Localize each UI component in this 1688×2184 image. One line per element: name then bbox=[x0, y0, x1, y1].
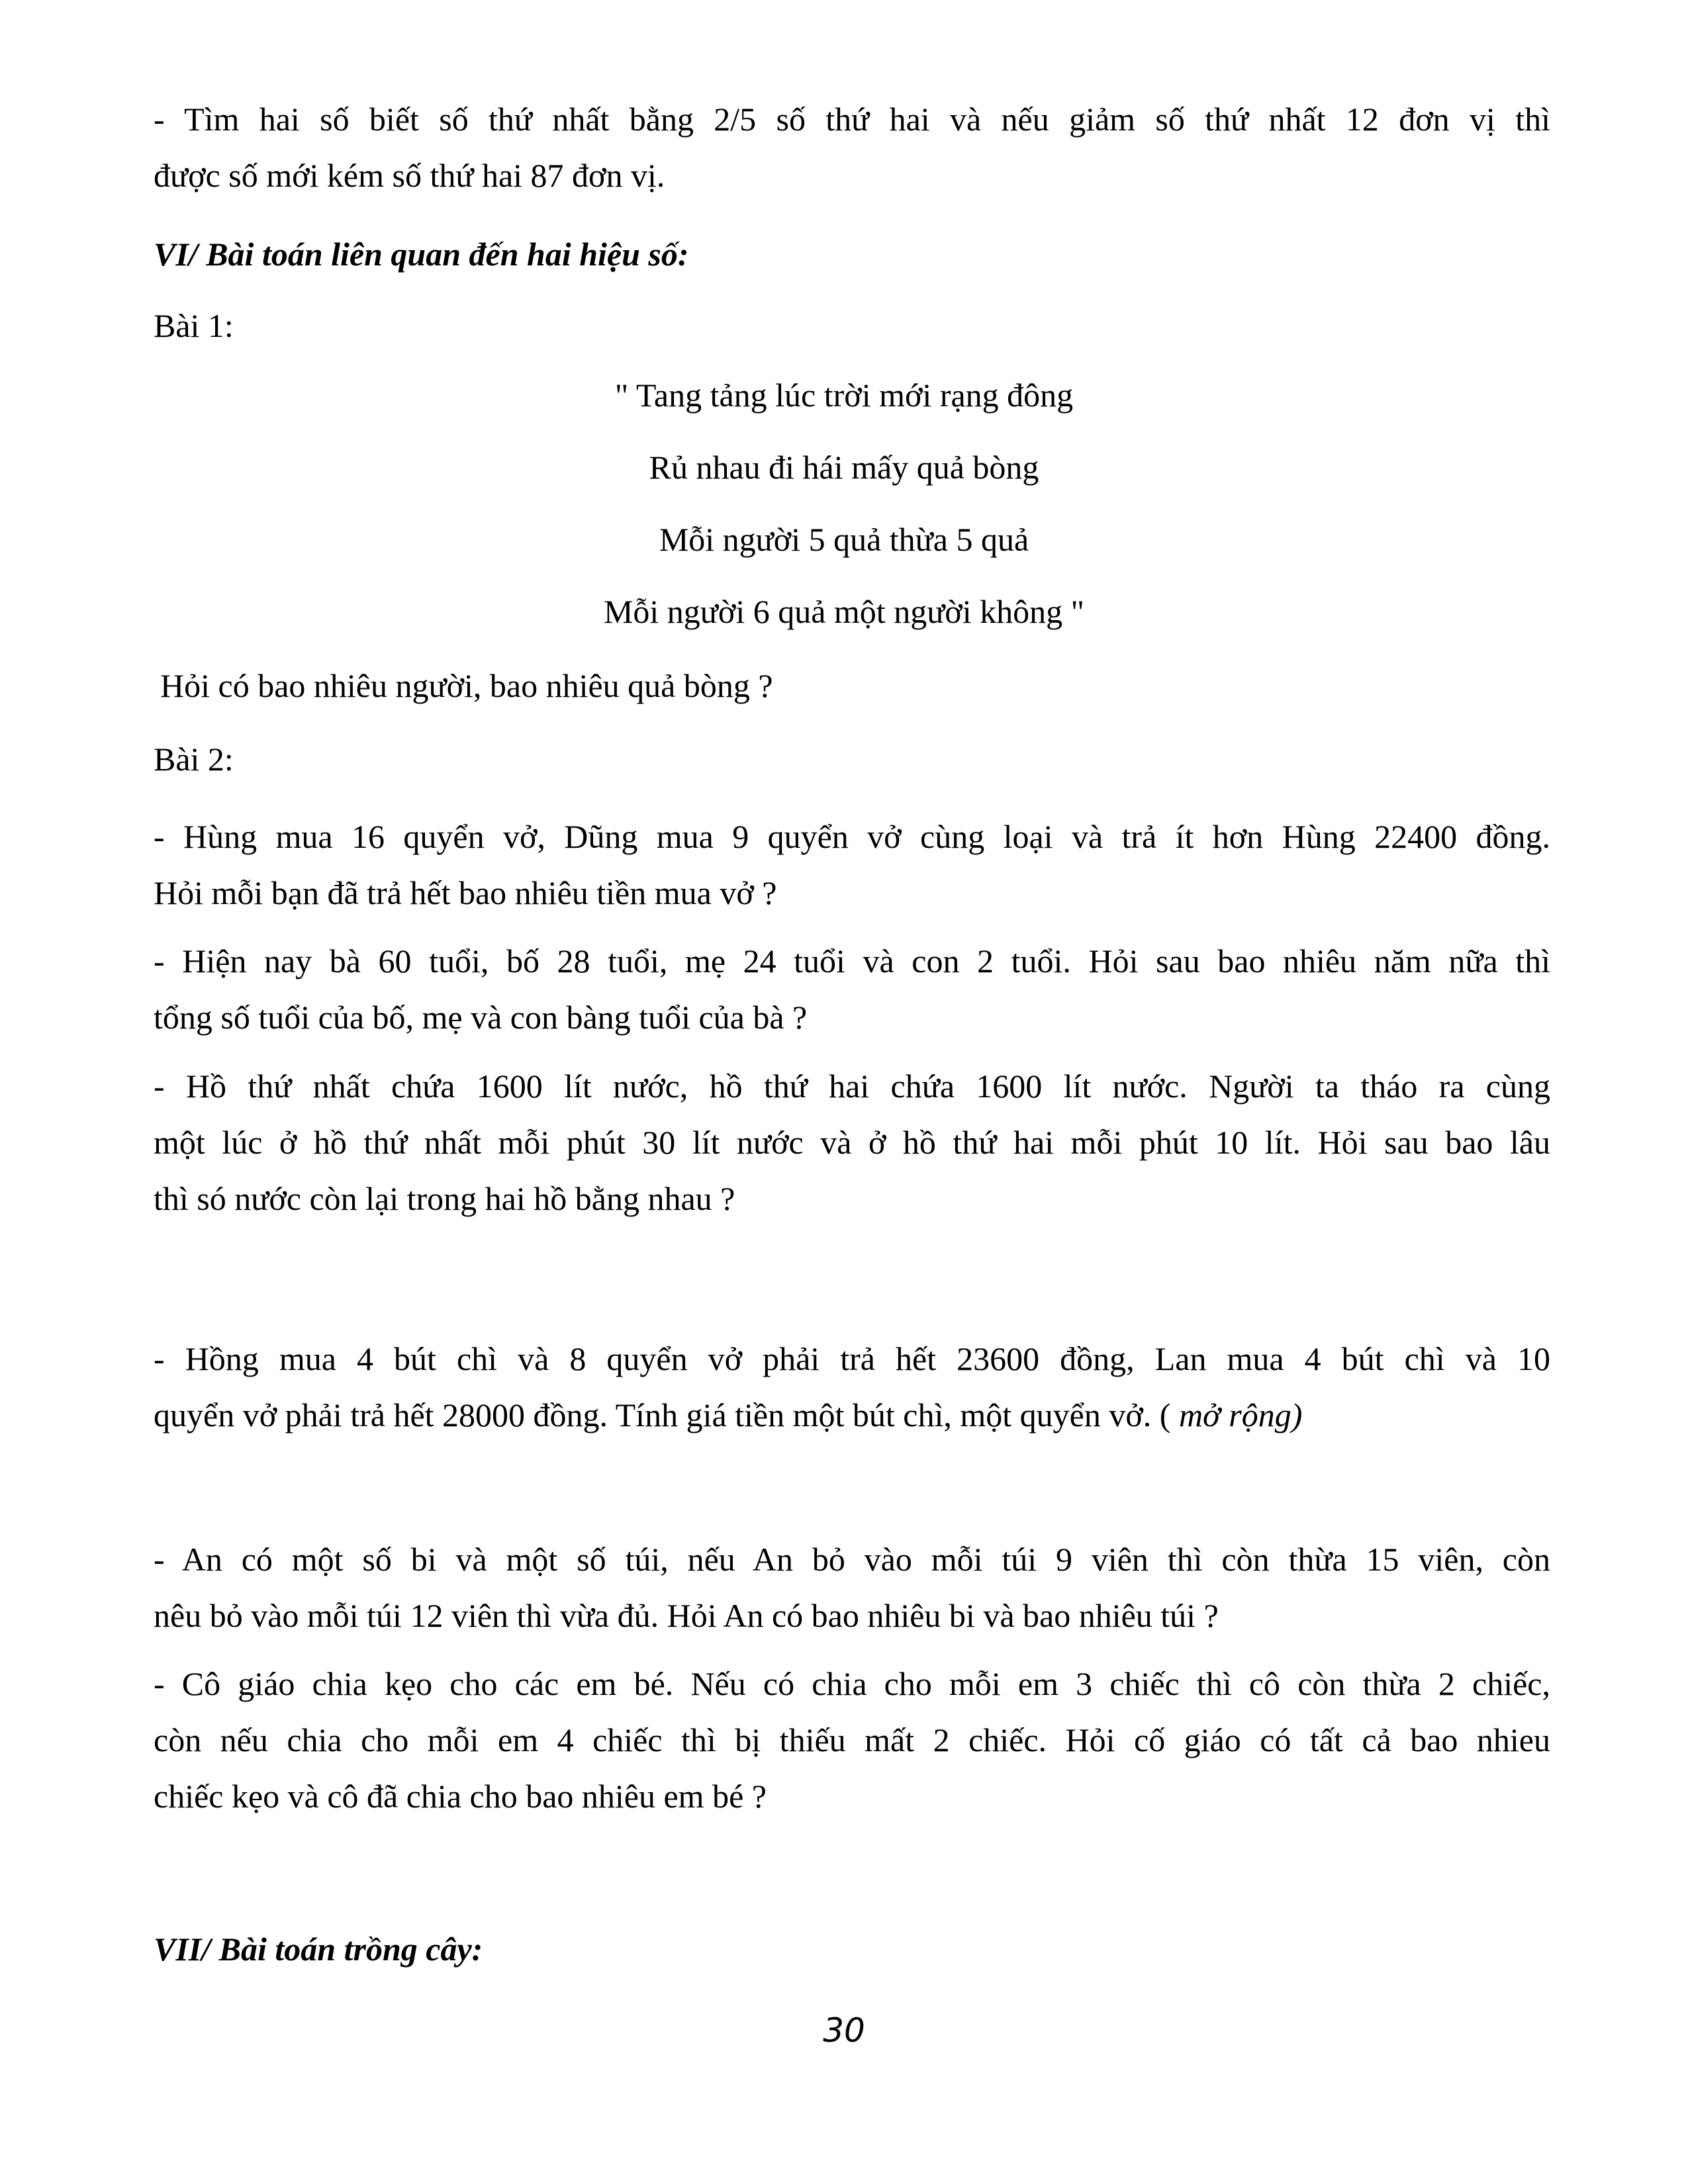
problem-line: một lúc ở hồ thứ nhất mỗi phút 30 lít nước và ở hồ thứ hai mỗi phút 10 lít. Hỏi sau bao lâu bbox=[154, 1124, 1550, 1161]
poem-line: " Tang tảng lúc trời mới rạng đông bbox=[614, 377, 1074, 414]
bai2-problem-notebooks bbox=[154, 809, 1550, 921]
problem-line: nêu bỏ vào mỗi túi 12 viên thì vừa đủ. Hỏi An có bao nhiêu bi và bao nhiêu túi ? bbox=[154, 1597, 1219, 1634]
extension-note-close: ) bbox=[1291, 1396, 1303, 1433]
problem-line: - Hùng mua 16 quyển vở, Dũng mua 9 quyển vở cùng loại và trả ít hơn Hùng 22400 đồng. bbox=[154, 818, 1550, 855]
section-heading-vii: VII/ Bài toán trồng cây: bbox=[154, 1931, 483, 1968]
problem-line bbox=[154, 1396, 1302, 1433]
problem-two-fifths bbox=[154, 91, 1550, 204]
problem-line: tổng số tuổi của bố, mẹ và con bàng tuổi của bà ? bbox=[154, 999, 808, 1036]
problem-line: Hỏi mỗi bạn đã trả hết bao nhiêu tiền mua vở ? bbox=[154, 874, 777, 911]
poem-line: Rủ nhau đi hái mấy quả bòng bbox=[649, 449, 1039, 486]
problem-line: - Tìm hai số biết số thứ nhất bằng 2/5 số thứ hai và nếu giảm số thứ nhất 12 đơn vị thì bbox=[154, 101, 1550, 138]
problem-line-text: quyển vở phải trả hết 28000 đồng. Tính giá tiền một bút chì, một quyển vở. ( bbox=[154, 1396, 1171, 1433]
problem-line: chiếc kẹo và cô đã chia cho bao nhiêu em bé ? bbox=[154, 1778, 767, 1815]
bai2-problem-ages bbox=[154, 933, 1550, 1046]
problem-line: thì só nước còn lại trong hai hồ bằng nhau ? bbox=[154, 1180, 735, 1217]
poem-line: Mỗi người 5 quả thừa 5 quả bbox=[659, 521, 1029, 558]
bai2-problem-lakes bbox=[154, 1058, 1550, 1227]
problem-line: còn nếu chia cho mỗi em 4 chiếc thì bị thiếu mất 2 chiếc. Hỏi cố giáo có tất cả bao nhieu bbox=[154, 1721, 1550, 1758]
bai1-label: Bài 1: bbox=[154, 307, 234, 344]
bai2-label: Bài 2: bbox=[154, 741, 234, 778]
problem-line: - Hồ thứ nhất chứa 1600 lít nước, hồ thứ hai chứa 1600 lít nước. Người ta tháo ra cùng bbox=[154, 1068, 1550, 1105]
bai2-problem-marbles bbox=[154, 1531, 1550, 1644]
page-number: 30 bbox=[823, 2011, 865, 2050]
bai2-problem-candies bbox=[154, 1656, 1550, 1825]
problem-line: - Cô giáo chia kẹo cho các em bé. Nếu có chia cho mỗi em 3 chiếc thì cô còn thừa 2 chiếc, bbox=[154, 1665, 1550, 1702]
problem-line: - An có một số bi và một số túi, nếu An bỏ vào mỗi túi 9 viên thì còn thừa 15 viên, còn bbox=[154, 1541, 1550, 1578]
problem-line: được số mới kém số thứ hai 87 đơn vị. bbox=[154, 157, 665, 194]
bai1-question: Hỏi có bao nhiêu người, bao nhiêu quả bòng ? bbox=[160, 667, 773, 704]
bai2-problem-pencils bbox=[154, 1331, 1550, 1443]
problem-line: - Hiện nay bà 60 tuổi, bố 28 tuổi, mẹ 24 tuổi và con 2 tuổi. Hỏi sau bao nhiêu năm nữa thì bbox=[154, 942, 1550, 979]
poem-line: Mỗi người 6 quả một người không " bbox=[603, 593, 1085, 630]
problem-line: - Hồng mua 4 bút chì và 8 quyển vở phải trả hết 23600 đồng, Lan mua 4 bút chì và 10 bbox=[154, 1340, 1550, 1377]
section-heading-vi: VI/ Bài toán liên quan đến hai hiệu số: bbox=[154, 236, 689, 273]
extension-note: mở rộng bbox=[1178, 1396, 1291, 1433]
